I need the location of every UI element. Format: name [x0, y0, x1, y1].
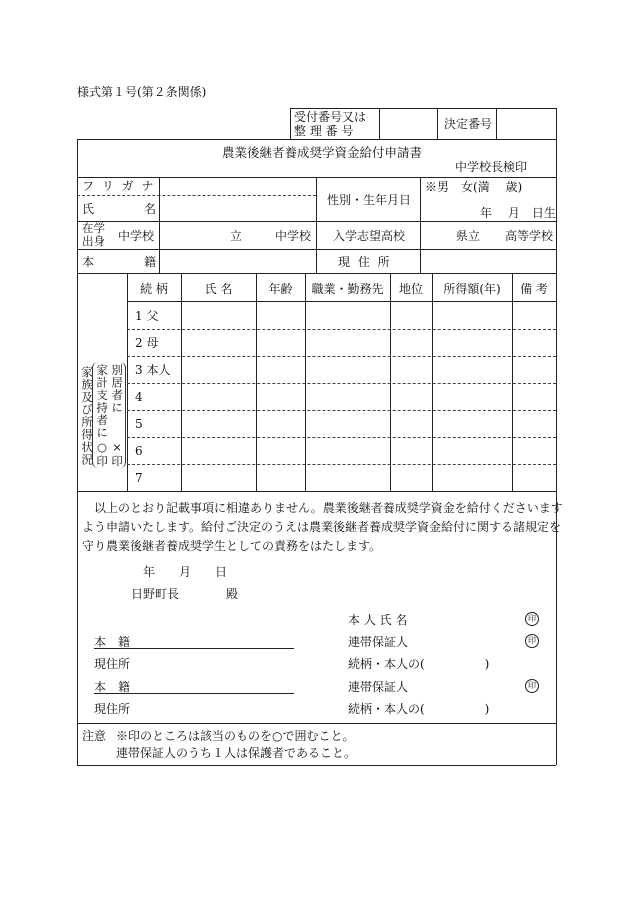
family-row-6: 6	[135, 444, 143, 458]
guarantor-1-domicile-line[interactable]	[94, 648, 294, 649]
furigana-label: フ リ ガ ナ	[82, 179, 156, 193]
guarantor-2-domicile-label: 本 籍	[94, 680, 131, 694]
family-header-income: 所得額(年)	[443, 282, 501, 296]
furigana-field[interactable]	[160, 178, 315, 194]
hs-label: 高等学校	[505, 229, 554, 243]
family-row-3: 3 本人	[135, 363, 171, 377]
declaration-line-1: 以上のとおり記載事項に相違ありません。農業後継者養成奨学資金を給付くださいます	[94, 501, 563, 515]
family-row-1: 1 父	[135, 309, 159, 323]
applicant-name-label: 本 人 氏 名	[348, 613, 408, 627]
decision-number-field[interactable]	[497, 109, 555, 138]
relation-label-2[interactable]: 続柄・本人の( )	[348, 702, 490, 716]
prefectural-label: 県立	[456, 229, 481, 243]
seal-icon-guarantor-1: 印	[525, 634, 539, 648]
guarantor-2-domicile-line[interactable]	[94, 693, 294, 694]
side-bracket	[92, 362, 126, 468]
family-row-5: 5	[135, 417, 143, 431]
reception-label-line2: 整 理 番 号	[294, 124, 354, 138]
notes-line-2: 連帯保証人のうち１人は保護者であること。	[116, 746, 357, 760]
family-side-label-2b: ×印	[110, 440, 125, 468]
declaration-line-2: よう申請いたします。給付ご決定のうえは農業後継者養成奨学資金給付に関する諸規定を	[82, 520, 562, 534]
family-side-label-1: 家族及び所得状況	[80, 366, 95, 466]
family-header-age: 年齢	[268, 282, 293, 296]
enrolled-label-line1: 在学	[82, 221, 105, 235]
notes-label: 注意	[82, 729, 107, 743]
gender-dob-label: 性別・生年月日	[327, 193, 412, 207]
domicile-label-1: 本	[82, 255, 95, 269]
address-label: 現 住 所	[338, 255, 392, 269]
form-title: 農業後継者養成奨学資金給付申請書	[222, 145, 423, 160]
guarantor-1-address-label: 現住所	[94, 657, 131, 671]
reception-label-line1: 受付番号又は	[294, 110, 367, 124]
addressee: 日野町長	[131, 587, 180, 601]
notes-line-1: ※印のところは該当のものを○で囲むこと。	[116, 729, 355, 743]
seal-icon-guarantor-2: 印	[525, 679, 539, 693]
name-label-1: 氏	[82, 202, 95, 216]
domicile-field[interactable]	[160, 250, 315, 272]
name-label-2: 名	[144, 202, 157, 216]
decision-number-label: 決定番号	[444, 117, 493, 131]
guarantor-1-domicile-label: 本 籍	[94, 635, 131, 649]
relation-label-1[interactable]: 続柄・本人の( )	[348, 657, 490, 671]
principal-seal-label: 中学校長検印	[455, 160, 528, 174]
family-side-label-2a: 別居者に	[110, 364, 125, 414]
family-row-2: 2 母	[135, 336, 159, 350]
family-side-label-3b: ○印	[95, 440, 110, 468]
declaration-date[interactable]: 年 月 日	[143, 565, 228, 579]
family-row-7: 7	[135, 471, 143, 485]
family-header-notes: 備 考	[520, 282, 548, 296]
name-field[interactable]	[160, 196, 315, 220]
family-header-name: 氏 名	[204, 282, 233, 296]
family-side-label-3a: 家計支持者に	[95, 364, 110, 439]
reception-number-field[interactable]	[380, 109, 436, 138]
seal-icon-applicant: 印	[525, 612, 539, 626]
form-id: 様式第１号(第２条関係)	[77, 85, 207, 99]
enrolled-label-line2: 出身	[82, 234, 105, 248]
gender-age-text[interactable]: ※男 女(満 歳)	[425, 180, 523, 194]
address-field[interactable]	[421, 250, 555, 272]
domicile-label-2: 籍	[144, 255, 157, 269]
public-label: 立	[230, 229, 243, 243]
guarantor-label-2: 連帯保証人	[348, 680, 409, 694]
family-header-relation: 続 柄	[140, 282, 168, 296]
guarantor-2-address-label: 現住所	[94, 702, 131, 716]
declaration-line-3: 守り農業後継者養成奨学生としての責務をはたします。	[82, 539, 382, 553]
jhs-label: 中学校	[118, 229, 155, 243]
family-header-occupation: 職業・勤務先	[311, 282, 384, 296]
guarantor-label-1: 連帯保証人	[348, 635, 409, 649]
dob-text[interactable]: 年 月 日生	[480, 206, 556, 220]
family-header-position: 地位	[398, 282, 423, 296]
jhs-label-2: 中学校	[275, 229, 312, 243]
family-row-4: 4	[135, 390, 143, 404]
honorific: 殿	[226, 587, 239, 601]
desired-hs-label: 入学志望高校	[333, 229, 406, 243]
